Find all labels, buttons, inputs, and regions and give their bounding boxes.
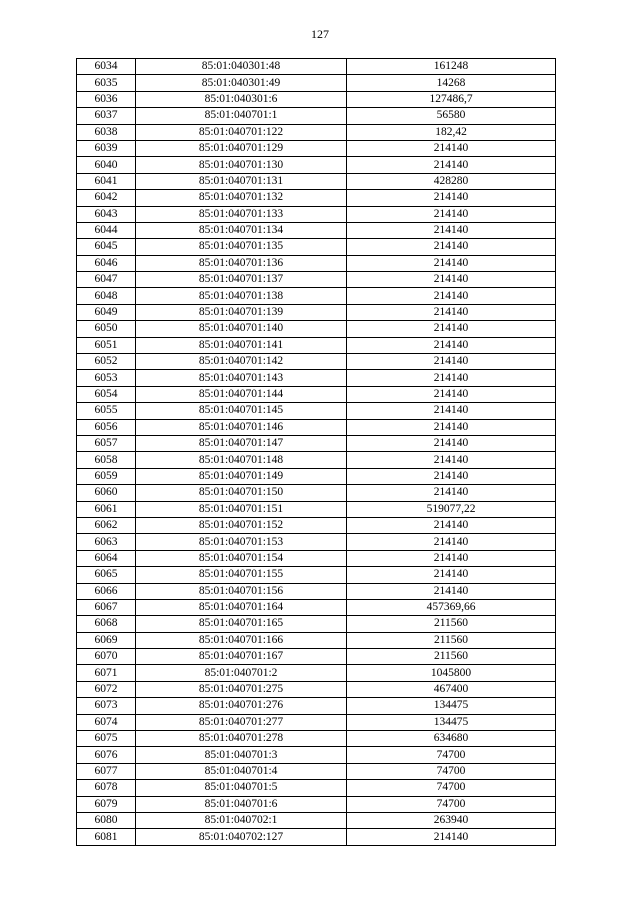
row-number-cell: 6035 xyxy=(77,75,136,91)
value-cell: 428280 xyxy=(347,173,556,189)
cadastral-number-cell: 85:01:040701:137 xyxy=(136,272,347,288)
row-number-cell: 6058 xyxy=(77,452,136,468)
value-cell: 214140 xyxy=(347,517,556,533)
row-number-cell: 6047 xyxy=(77,272,136,288)
value-cell: 214140 xyxy=(347,304,556,320)
value-cell: 467400 xyxy=(347,681,556,697)
row-number-cell: 6044 xyxy=(77,222,136,238)
table-row xyxy=(77,550,556,566)
cadastral-number-cell: 85:01:040701:149 xyxy=(136,468,347,484)
value-cell: 214140 xyxy=(347,321,556,337)
cadastral-number-cell: 85:01:040701:138 xyxy=(136,288,347,304)
records-table xyxy=(76,58,556,846)
table-row xyxy=(77,714,556,730)
cadastral-number-cell: 85:01:040701:166 xyxy=(136,632,347,648)
cadastral-number-cell: 85:01:040701:3 xyxy=(136,747,347,763)
value-cell: 214140 xyxy=(347,419,556,435)
value-cell: 214140 xyxy=(347,157,556,173)
table-row xyxy=(77,304,556,320)
table-row xyxy=(77,354,556,370)
table-row xyxy=(77,419,556,435)
value-cell: 214140 xyxy=(347,550,556,566)
row-number-cell: 6072 xyxy=(77,681,136,697)
value-cell: 134475 xyxy=(347,714,556,730)
table-row xyxy=(77,288,556,304)
value-cell: 634680 xyxy=(347,731,556,747)
table-row xyxy=(77,763,556,779)
table-row xyxy=(77,517,556,533)
table-row xyxy=(77,59,556,75)
cadastral-number-cell: 85:01:040701:133 xyxy=(136,206,347,222)
cadastral-number-cell: 85:01:040701:278 xyxy=(136,731,347,747)
cadastral-number-cell: 85:01:040301:48 xyxy=(136,59,347,75)
row-number-cell: 6037 xyxy=(77,108,136,124)
cadastral-number-cell: 85:01:040701:146 xyxy=(136,419,347,435)
row-number-cell: 6039 xyxy=(77,140,136,156)
row-number-cell: 6051 xyxy=(77,337,136,353)
table-row xyxy=(77,239,556,255)
value-cell: 74700 xyxy=(347,747,556,763)
row-number-cell: 6076 xyxy=(77,747,136,763)
cadastral-number-cell: 85:01:040701:129 xyxy=(136,140,347,156)
value-cell: 214140 xyxy=(347,583,556,599)
value-cell: 214140 xyxy=(347,485,556,501)
cadastral-number-cell: 85:01:040701:152 xyxy=(136,517,347,533)
table-row xyxy=(77,829,556,845)
cadastral-number-cell: 85:01:040701:1 xyxy=(136,108,347,124)
value-cell: 211560 xyxy=(347,632,556,648)
value-cell: 519077,22 xyxy=(347,501,556,517)
row-number-cell: 6065 xyxy=(77,567,136,583)
table-row xyxy=(77,255,556,271)
value-cell: 214140 xyxy=(347,435,556,451)
row-number-cell: 6045 xyxy=(77,239,136,255)
cadastral-number-cell: 85:01:040701:155 xyxy=(136,567,347,583)
value-cell: 182,42 xyxy=(347,124,556,140)
cadastral-number-cell: 85:01:040701:153 xyxy=(136,534,347,550)
table-row xyxy=(77,403,556,419)
value-cell: 214140 xyxy=(347,190,556,206)
row-number-cell: 6064 xyxy=(77,550,136,566)
value-cell: 134475 xyxy=(347,698,556,714)
records-table-body xyxy=(77,59,556,846)
row-number-cell: 6071 xyxy=(77,665,136,681)
table-row xyxy=(77,812,556,828)
cadastral-number-cell: 85:01:040702:1 xyxy=(136,812,347,828)
row-number-cell: 6042 xyxy=(77,190,136,206)
table-row xyxy=(77,435,556,451)
value-cell: 214140 xyxy=(347,403,556,419)
value-cell: 214140 xyxy=(347,206,556,222)
cadastral-number-cell: 85:01:040701:135 xyxy=(136,239,347,255)
cadastral-number-cell: 85:01:040701:165 xyxy=(136,616,347,632)
row-number-cell: 6034 xyxy=(77,59,136,75)
cadastral-number-cell: 85:01:040701:139 xyxy=(136,304,347,320)
value-cell: 457369,66 xyxy=(347,599,556,615)
value-cell: 214140 xyxy=(347,370,556,386)
row-number-cell: 6055 xyxy=(77,403,136,419)
table-row xyxy=(77,501,556,517)
value-cell: 74700 xyxy=(347,796,556,812)
row-number-cell: 6080 xyxy=(77,812,136,828)
cadastral-number-cell: 85:01:040701:134 xyxy=(136,222,347,238)
cadastral-number-cell: 85:01:040301:49 xyxy=(136,75,347,91)
row-number-cell: 6041 xyxy=(77,173,136,189)
row-number-cell: 6079 xyxy=(77,796,136,812)
value-cell: 214140 xyxy=(347,386,556,402)
table-row xyxy=(77,698,556,714)
value-cell: 214140 xyxy=(347,534,556,550)
cadastral-number-cell: 85:01:040701:277 xyxy=(136,714,347,730)
value-cell: 211560 xyxy=(347,649,556,665)
cadastral-number-cell: 85:01:040701:275 xyxy=(136,681,347,697)
cadastral-number-cell: 85:01:040701:150 xyxy=(136,485,347,501)
table-row xyxy=(77,272,556,288)
cadastral-number-cell: 85:01:040701:144 xyxy=(136,386,347,402)
row-number-cell: 6073 xyxy=(77,698,136,714)
table-row xyxy=(77,321,556,337)
table-row xyxy=(77,731,556,747)
row-number-cell: 6078 xyxy=(77,780,136,796)
cadastral-number-cell: 85:01:040701:122 xyxy=(136,124,347,140)
cadastral-number-cell: 85:01:040701:140 xyxy=(136,321,347,337)
table-row xyxy=(77,173,556,189)
row-number-cell: 6075 xyxy=(77,731,136,747)
cadastral-number-cell: 85:01:040701:148 xyxy=(136,452,347,468)
row-number-cell: 6069 xyxy=(77,632,136,648)
value-cell: 74700 xyxy=(347,780,556,796)
cadastral-number-cell: 85:01:040701:145 xyxy=(136,403,347,419)
row-number-cell: 6066 xyxy=(77,583,136,599)
table-row xyxy=(77,616,556,632)
row-number-cell: 6063 xyxy=(77,534,136,550)
cadastral-number-cell: 85:01:040701:131 xyxy=(136,173,347,189)
page-number: 127 xyxy=(311,27,329,41)
value-cell: 214140 xyxy=(347,829,556,845)
cadastral-number-cell: 85:01:040701:151 xyxy=(136,501,347,517)
table-row xyxy=(77,140,556,156)
table-row xyxy=(77,452,556,468)
row-number-cell: 6070 xyxy=(77,649,136,665)
row-number-cell: 6059 xyxy=(77,468,136,484)
table-row xyxy=(77,534,556,550)
cadastral-number-cell: 85:01:040701:130 xyxy=(136,157,347,173)
row-number-cell: 6068 xyxy=(77,616,136,632)
value-cell: 214140 xyxy=(347,239,556,255)
table-row xyxy=(77,386,556,402)
row-number-cell: 6056 xyxy=(77,419,136,435)
row-number-cell: 6036 xyxy=(77,91,136,107)
value-cell: 161248 xyxy=(347,59,556,75)
cadastral-number-cell: 85:01:040701:276 xyxy=(136,698,347,714)
cadastral-number-cell: 85:01:040701:2 xyxy=(136,665,347,681)
table-row xyxy=(77,75,556,91)
cadastral-number-cell: 85:01:040701:164 xyxy=(136,599,347,615)
table-row xyxy=(77,567,556,583)
cadastral-number-cell: 85:01:040701:136 xyxy=(136,255,347,271)
row-number-cell: 6053 xyxy=(77,370,136,386)
cadastral-number-cell: 85:01:040701:141 xyxy=(136,337,347,353)
row-number-cell: 6043 xyxy=(77,206,136,222)
value-cell: 214140 xyxy=(347,468,556,484)
value-cell: 214140 xyxy=(347,354,556,370)
cadastral-number-cell: 85:01:040701:143 xyxy=(136,370,347,386)
value-cell: 214140 xyxy=(347,337,556,353)
table-row xyxy=(77,485,556,501)
table-row xyxy=(77,206,556,222)
cadastral-number-cell: 85:01:040701:147 xyxy=(136,435,347,451)
cadastral-number-cell: 85:01:040701:6 xyxy=(136,796,347,812)
cadastral-number-cell: 85:01:040701:167 xyxy=(136,649,347,665)
value-cell: 214140 xyxy=(347,255,556,271)
table-row xyxy=(77,222,556,238)
cadastral-number-cell: 85:01:040701:154 xyxy=(136,550,347,566)
value-cell: 14268 xyxy=(347,75,556,91)
table-row xyxy=(77,780,556,796)
value-cell: 211560 xyxy=(347,616,556,632)
row-number-cell: 6067 xyxy=(77,599,136,615)
table-row xyxy=(77,468,556,484)
value-cell: 263940 xyxy=(347,812,556,828)
row-number-cell: 6060 xyxy=(77,485,136,501)
value-cell: 1045800 xyxy=(347,665,556,681)
table-row xyxy=(77,190,556,206)
value-cell: 214140 xyxy=(347,452,556,468)
row-number-cell: 6062 xyxy=(77,517,136,533)
row-number-cell: 6040 xyxy=(77,157,136,173)
table-row xyxy=(77,649,556,665)
value-cell: 127486,7 xyxy=(347,91,556,107)
value-cell: 214140 xyxy=(347,222,556,238)
row-number-cell: 6048 xyxy=(77,288,136,304)
value-cell: 214140 xyxy=(347,272,556,288)
cadastral-number-cell: 85:01:040701:156 xyxy=(136,583,347,599)
table-row xyxy=(77,583,556,599)
row-number-cell: 6061 xyxy=(77,501,136,517)
table-row xyxy=(77,108,556,124)
row-number-cell: 6038 xyxy=(77,124,136,140)
cadastral-number-cell: 85:01:040701:4 xyxy=(136,763,347,779)
value-cell: 56580 xyxy=(347,108,556,124)
value-cell: 214140 xyxy=(347,567,556,583)
value-cell: 214140 xyxy=(347,140,556,156)
cadastral-number-cell: 85:01:040702:127 xyxy=(136,829,347,845)
table-row xyxy=(77,665,556,681)
table-row xyxy=(77,124,556,140)
table-row xyxy=(77,747,556,763)
cadastral-number-cell: 85:01:040701:142 xyxy=(136,354,347,370)
table-row xyxy=(77,337,556,353)
row-number-cell: 6057 xyxy=(77,435,136,451)
value-cell: 214140 xyxy=(347,288,556,304)
table-row xyxy=(77,632,556,648)
row-number-cell: 6046 xyxy=(77,255,136,271)
row-number-cell: 6054 xyxy=(77,386,136,402)
table-row xyxy=(77,796,556,812)
cadastral-number-cell: 85:01:040701:5 xyxy=(136,780,347,796)
cadastral-number-cell: 85:01:040301:6 xyxy=(136,91,347,107)
table-row xyxy=(77,91,556,107)
table-row xyxy=(77,681,556,697)
row-number-cell: 6081 xyxy=(77,829,136,845)
row-number-cell: 6049 xyxy=(77,304,136,320)
table-row xyxy=(77,157,556,173)
cadastral-number-cell: 85:01:040701:132 xyxy=(136,190,347,206)
row-number-cell: 6052 xyxy=(77,354,136,370)
value-cell: 74700 xyxy=(347,763,556,779)
row-number-cell: 6050 xyxy=(77,321,136,337)
table-row xyxy=(77,599,556,615)
row-number-cell: 6077 xyxy=(77,763,136,779)
row-number-cell: 6074 xyxy=(77,714,136,730)
table-row xyxy=(77,370,556,386)
